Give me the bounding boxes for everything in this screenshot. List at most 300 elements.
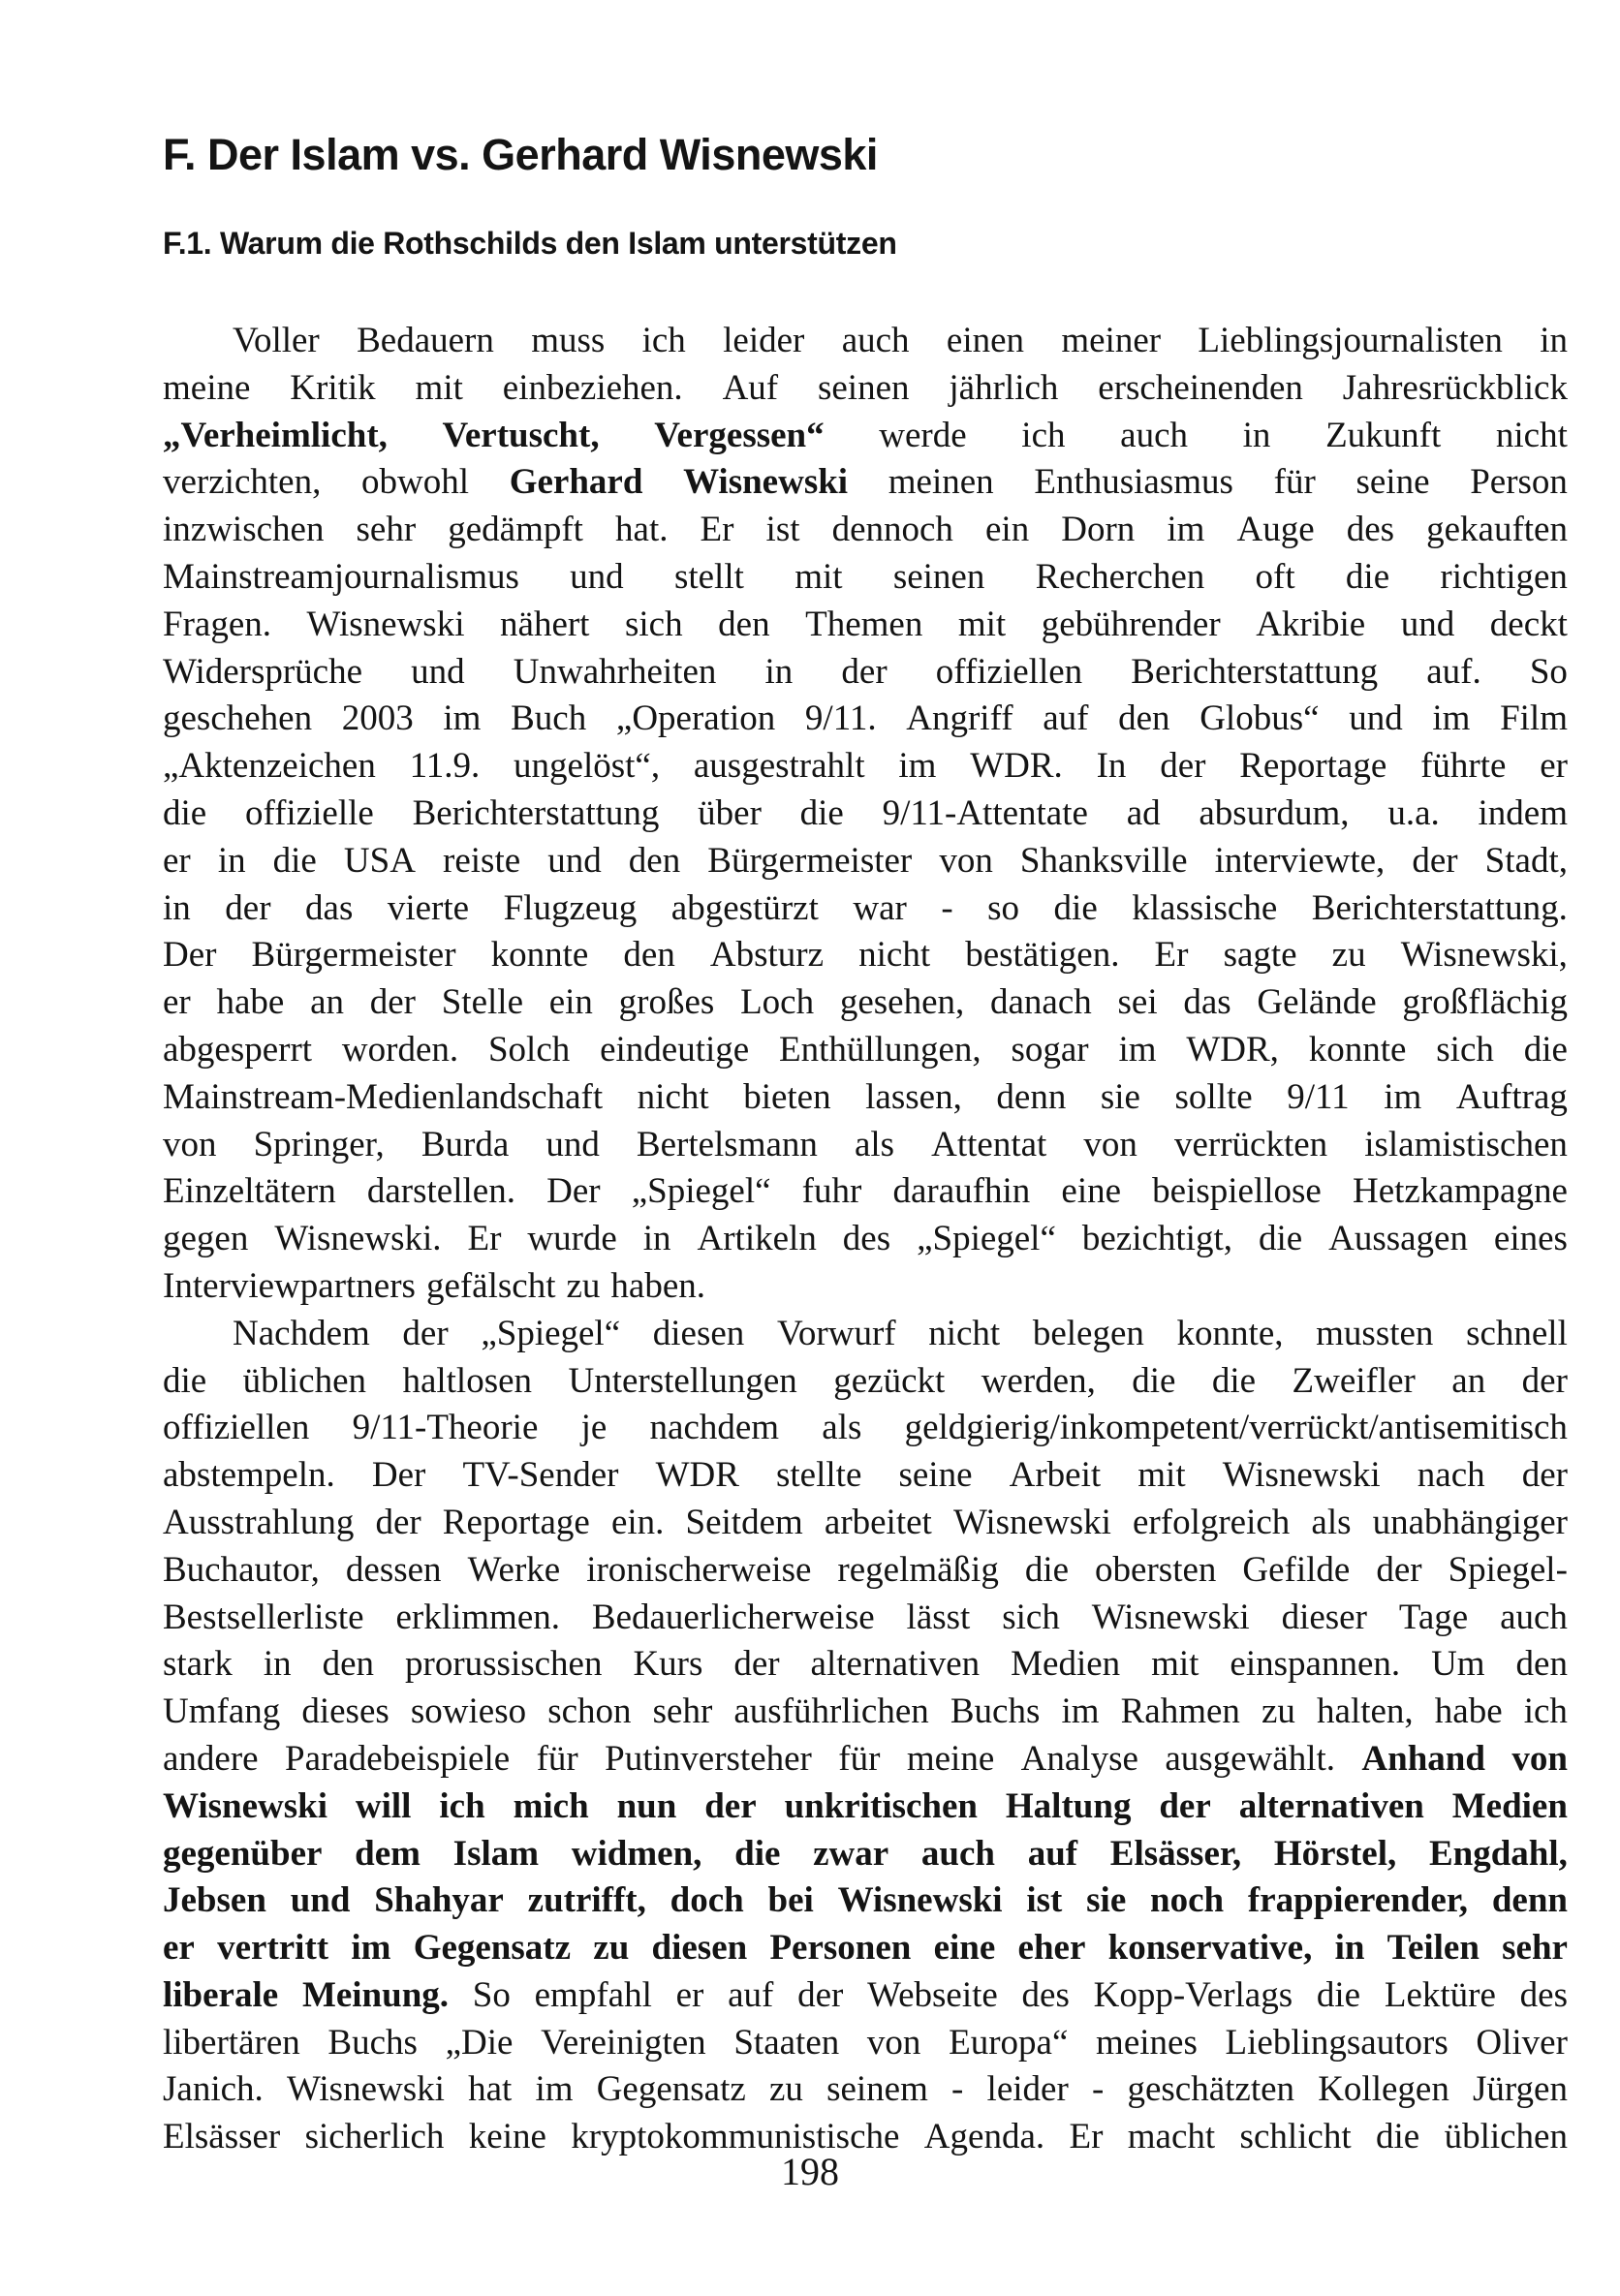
word: Oliver (1476, 2022, 1568, 2063)
word: seinem (826, 2069, 928, 2110)
word: Berichterstattung (1131, 651, 1379, 692)
bold-word: vertritt (217, 1928, 329, 1969)
word: mit (794, 556, 843, 597)
word: auch (1120, 415, 1188, 455)
word: geldgierig/inkompetent/verrückt/antisemitisch (904, 1408, 1568, 1448)
word: der (1412, 840, 1458, 881)
word: Absturz (709, 935, 825, 976)
word: Auftrag (1455, 1076, 1568, 1117)
word: so (987, 887, 1020, 928)
word: den (322, 1644, 375, 1685)
text-line (163, 413, 1568, 460)
bold-word: Vergessen“ (654, 415, 825, 455)
word: „Spiegel“ (917, 1219, 1056, 1259)
word: im (1384, 1076, 1422, 1117)
word: leider (986, 2069, 1069, 2110)
word: der (375, 1502, 421, 1542)
bold-word: zwar (813, 1833, 889, 1874)
bold-word: Hörstel, (1273, 1833, 1397, 1874)
word: an (310, 982, 345, 1023)
bold-word: Personen (769, 1928, 912, 1969)
word: Agenda. (923, 2117, 1045, 2157)
word: bestätigen. (965, 935, 1120, 976)
word: Akribie (1256, 604, 1366, 644)
bold-word: zu (593, 1928, 630, 1969)
word: WDR (655, 1455, 739, 1496)
word: den (1515, 1644, 1568, 1685)
word: Flugzeug (503, 887, 638, 928)
word: USA (343, 840, 416, 881)
word: wurde (527, 1219, 617, 1259)
word: meine (163, 367, 251, 408)
word: ein (548, 982, 593, 1023)
word: großes (618, 982, 715, 1023)
word: und (570, 556, 624, 597)
word: danach (989, 982, 1092, 1023)
word: Bürgermeister (251, 935, 456, 976)
word: haben. (610, 1265, 706, 1306)
bold-word: Wisnewski (163, 1785, 327, 1826)
word: leider (723, 321, 805, 360)
word: Berichterstattung. (1311, 887, 1568, 928)
word: mussten (1316, 1313, 1434, 1353)
word: „Spiegel“ (481, 1313, 621, 1353)
word: Reportage (1239, 746, 1387, 787)
word: Bedauern (357, 321, 494, 360)
word: dennoch (831, 510, 953, 550)
word: Kritik (290, 367, 376, 408)
word: für (1273, 462, 1316, 503)
word: Auf (722, 367, 779, 408)
word: deckt (1489, 604, 1568, 644)
bold-word: zutrifft, (527, 1880, 646, 1921)
word: Stelle (441, 982, 523, 1023)
word: dessen (345, 1549, 442, 1590)
word: sehr (652, 1691, 713, 1732)
word: Kollegen (1318, 2069, 1449, 2110)
word: Wisnewski (952, 1502, 1111, 1542)
word: Um (1431, 1644, 1485, 1685)
word: Buchs (950, 1691, 1041, 1732)
word: sich (1436, 1029, 1494, 1070)
word: zu (768, 2069, 803, 2110)
word: „Aktenzeichen (163, 746, 376, 787)
word: des (842, 1219, 891, 1259)
word: Fragen. (163, 604, 271, 644)
text-line (163, 1027, 1568, 1074)
word: Person (1470, 462, 1568, 503)
text-line (163, 365, 1568, 413)
word: von (1083, 1124, 1137, 1164)
word: seinen (817, 367, 910, 408)
word: Staaten (733, 2022, 840, 2063)
word: üblichen (1444, 2117, 1568, 2157)
text-line (163, 1216, 1568, 1263)
word: obersten (1095, 1549, 1217, 1590)
word: im (1167, 510, 1205, 550)
word: Lieblingsautors (1225, 2022, 1449, 2063)
word: den (1118, 698, 1170, 739)
word: Buchs (327, 2022, 418, 2063)
word: gefälscht (425, 1265, 556, 1306)
word: auf (1043, 698, 1089, 739)
word: mit (415, 367, 463, 408)
word: Gelände (1257, 982, 1377, 1023)
word: für (838, 1738, 881, 1779)
word: beispiellose (1152, 1171, 1322, 1212)
word: werden, (981, 1360, 1096, 1401)
bold-word: denn (1491, 1880, 1568, 1921)
word: Wisnewski (1091, 1597, 1250, 1637)
text-line (163, 2066, 1568, 2114)
bold-word: will (355, 1785, 412, 1826)
word: auf. (1426, 651, 1481, 692)
word: gebührender (1041, 604, 1221, 644)
bold-word: eine (933, 1928, 996, 1969)
word: Loch (740, 982, 815, 1023)
word: abgesperrt (163, 1029, 313, 1070)
word: u.a. (1387, 792, 1440, 833)
word: Er (1069, 2117, 1104, 2157)
word: des (1519, 1974, 1568, 2015)
text-line (163, 696, 1568, 743)
word: reiste (443, 840, 521, 881)
word: der (733, 1644, 780, 1685)
word: Webseite (867, 1974, 998, 2015)
word: obwohl (361, 462, 470, 503)
word: im (1118, 1029, 1157, 1070)
word: ich (641, 321, 686, 360)
word: Elsässer (163, 2117, 281, 2157)
word: macht (1127, 2117, 1216, 2157)
bold-word: ist (1026, 1880, 1063, 1921)
word: Einzeltätern (163, 1171, 336, 1212)
word: in (764, 651, 794, 692)
word: „Spiegel“ (631, 1171, 771, 1212)
text-line (163, 602, 1568, 649)
word: ausgewählt. (1165, 1738, 1336, 1779)
word: richtigen (1440, 556, 1568, 597)
word: denn (996, 1076, 1067, 1117)
text-line (163, 1074, 1568, 1122)
word: Enthüllungen, (779, 1029, 981, 1070)
word: - (951, 2069, 964, 2110)
word: Ausstrahlung (163, 1502, 355, 1542)
word: zu (1331, 935, 1366, 976)
word: dieser (1281, 1597, 1367, 1637)
word: arbeitet (824, 1502, 932, 1542)
bold-word: Teilen (1386, 1928, 1480, 1969)
bold-word: eher (1017, 1928, 1086, 1969)
word: die (1316, 1974, 1361, 2015)
bold-word: nun (616, 1785, 677, 1826)
word: Werke (467, 1549, 561, 1590)
word: der (369, 982, 416, 1023)
word: meiner (1061, 321, 1162, 360)
word: worden. (341, 1029, 459, 1070)
word: Jahresrückblick (1342, 367, 1568, 408)
word: WDR. (970, 746, 1063, 787)
text-line (163, 743, 1568, 791)
word: jährlich (949, 367, 1059, 408)
bold-word: noch (1150, 1880, 1225, 1921)
word: Lieblingsjournalisten (1198, 321, 1503, 360)
word: Widersprüche (163, 651, 363, 692)
bold-word: konservative, (1107, 1928, 1313, 1969)
word: werde (879, 415, 967, 455)
word: auf (728, 1974, 774, 2015)
bold-word: Islam (452, 1833, 540, 1874)
word: prorussischen (405, 1644, 603, 1685)
word: diesen (652, 1313, 745, 1353)
word: nicht (637, 1076, 709, 1117)
word: meines (1096, 2022, 1198, 2063)
word: das (1183, 982, 1231, 1023)
word: inzwischen (163, 510, 325, 550)
text-line (163, 649, 1568, 697)
word: Solch (487, 1029, 571, 1070)
word: ausführlichen (733, 1691, 929, 1732)
bold-word: Anhand (1361, 1738, 1485, 1779)
word: Wisnewski, (1400, 935, 1568, 976)
word: die (1376, 2117, 1420, 2157)
word: Springer, (253, 1124, 385, 1164)
bold-word: er (163, 1928, 195, 1969)
word: der (225, 887, 271, 928)
word: gesehen, (839, 982, 965, 1023)
word: Europa“ (949, 2022, 1069, 2063)
word: Zweifler (1292, 1360, 1416, 1401)
word: je (580, 1408, 608, 1448)
word: ausgestrahlt (693, 746, 865, 787)
text-line (163, 507, 1568, 554)
bold-word: von (1511, 1738, 1568, 1779)
bold-word: die (734, 1833, 781, 1874)
text-line (163, 1168, 1568, 1216)
word: Bedauerlicherweise (591, 1597, 875, 1637)
bold-word: gegenüber (163, 1833, 323, 1874)
word: und (411, 651, 465, 692)
word: daraufhin (892, 1171, 1031, 1212)
word: offizielle (244, 792, 374, 833)
word: Enthusiasmus (1034, 462, 1233, 503)
word: der (797, 1974, 844, 2015)
word: erscheinenden (1098, 367, 1303, 408)
word: zu (566, 1265, 601, 1306)
bold-word: bei (767, 1880, 814, 1921)
word: seine (1355, 462, 1430, 503)
word: die (1211, 1360, 1257, 1401)
word: nicht (858, 935, 931, 976)
word: er (1540, 746, 1568, 787)
word: der (1376, 1549, 1422, 1590)
word: schnell (1466, 1313, 1568, 1353)
section-title: F.1. Warum die Rothschilds den Islam unterstützen (163, 226, 897, 261)
bold-word: Gegensatz (413, 1928, 572, 1969)
word: gegen (163, 1219, 249, 1259)
word: Seitdem (685, 1502, 803, 1542)
word: sie (1100, 1076, 1140, 1117)
bold-word: liberale (163, 1974, 279, 2015)
word: interviewte, (1214, 840, 1386, 881)
word: Kurs (633, 1644, 703, 1685)
word: Er (700, 510, 734, 550)
word: eindeutige (600, 1029, 750, 1070)
bold-word: Wisnewski (837, 1880, 1003, 1921)
word: Bertelsmann (636, 1124, 818, 1164)
bold-word: der (1159, 1785, 1211, 1826)
bold-word: mich (513, 1785, 589, 1826)
word: sowieso (410, 1691, 527, 1732)
bold-word: unkritischen (784, 1785, 978, 1826)
word: sei (1117, 982, 1158, 1023)
word: im (535, 2069, 574, 2110)
bold-word: Gerhard (509, 462, 643, 503)
body-text (163, 318, 1568, 2161)
word: Analyse (1020, 1738, 1138, 1779)
word: die (272, 840, 317, 881)
word: Themen (805, 604, 923, 644)
word: Medien (1011, 1644, 1121, 1685)
word: einen (946, 321, 1025, 360)
text-line (163, 1311, 1568, 1358)
word: er (163, 982, 191, 1023)
word: im (443, 698, 482, 739)
word: stark (163, 1644, 233, 1685)
word: offiziellen (935, 651, 1083, 692)
word: Wisnewski. (274, 1219, 442, 1259)
word: offiziellen (163, 1408, 310, 1448)
word: abstempeln. (163, 1455, 335, 1496)
word: Wisnewski (306, 604, 465, 644)
word: den (628, 840, 681, 881)
word: eine (1061, 1171, 1122, 1212)
word: Artikeln (697, 1219, 817, 1259)
word: der (841, 651, 888, 692)
word: Bestsellerliste (163, 1597, 364, 1637)
text-line (163, 318, 1568, 365)
word: - (941, 887, 953, 928)
word: schon (547, 1691, 632, 1732)
word: und (1349, 698, 1403, 739)
word: den (623, 935, 675, 976)
bold-word: im (351, 1928, 391, 1969)
word: Aussagen (1328, 1219, 1468, 1259)
bold-word: doch (670, 1880, 744, 1921)
word: meine (906, 1738, 995, 1779)
word: Arbeit (1009, 1455, 1102, 1496)
word: an (1451, 1360, 1486, 1401)
word: 11.9. (409, 746, 481, 787)
word: islamistischen (1364, 1124, 1568, 1164)
bold-word: frappierender, (1247, 1880, 1469, 1921)
word: als (1311, 1502, 1352, 1542)
word: der (1521, 1455, 1568, 1496)
text-line (163, 1595, 1568, 1642)
word: der (402, 1313, 449, 1353)
word: konnte (1308, 1029, 1407, 1070)
word: sogar (1011, 1029, 1089, 1070)
bold-word: Medien (1451, 1785, 1568, 1826)
word: die (1053, 887, 1098, 928)
word: sicherlich (304, 2117, 445, 2157)
word: ad (1126, 792, 1161, 833)
word: So (472, 1974, 511, 2015)
word: als (822, 1408, 862, 1448)
text-line (163, 2020, 1568, 2067)
word: seine (898, 1455, 973, 1496)
bold-word: Elsässer, (1109, 1833, 1242, 1874)
word: Film (1500, 698, 1568, 739)
word: Burda (421, 1124, 510, 1164)
bold-word: Haltung (1005, 1785, 1132, 1826)
word: libertären (163, 2022, 300, 2063)
word: Angriff (906, 698, 1013, 739)
word: mit (1151, 1644, 1199, 1685)
word: sehr (356, 510, 417, 550)
text-line (163, 459, 1568, 507)
word: Wisnewski (1222, 1455, 1381, 1496)
word: hat (468, 2069, 513, 2110)
word: sich (625, 604, 683, 644)
word: Dorn (1061, 510, 1136, 550)
text-line (163, 1784, 1568, 1831)
word: die (163, 792, 207, 833)
word: die (1024, 1549, 1070, 1590)
word: erklimmen. (395, 1597, 561, 1637)
word: „Operation (615, 698, 776, 739)
word: den (718, 604, 770, 644)
word: von (163, 1124, 217, 1164)
word: empfahl (534, 1974, 652, 2015)
word: Jürgen (1473, 2069, 1568, 2110)
word: Der (371, 1455, 426, 1496)
word: seinen (892, 556, 985, 597)
word: konnte, (1176, 1313, 1284, 1353)
word: des (1021, 1974, 1070, 2015)
word: sollte (1174, 1076, 1253, 1117)
word: und (545, 1124, 600, 1164)
word: habe (216, 982, 285, 1023)
word: die (1523, 1029, 1568, 1070)
text-line (163, 1358, 1568, 1406)
word: oft (1255, 556, 1295, 597)
word: belegen (1032, 1313, 1144, 1353)
word: und (1400, 604, 1455, 644)
word: über (698, 792, 762, 833)
word: das (305, 887, 354, 928)
word: stellt (673, 556, 744, 597)
word: ein (985, 510, 1030, 550)
word: meinen (888, 462, 994, 503)
word: vierte (387, 887, 470, 928)
word: ich (1523, 1691, 1568, 1732)
word: Buchautor, (163, 1549, 320, 1590)
word: Umfang (163, 1691, 281, 1732)
word: geschätzten (1127, 2069, 1295, 2110)
word: verrückten (1173, 1124, 1328, 1164)
word: des (1346, 510, 1395, 550)
word: schlicht (1239, 2117, 1352, 2157)
word: im (898, 746, 937, 787)
word: in (217, 840, 246, 881)
word: kryptokommunistische (571, 2117, 900, 2157)
text-line (163, 932, 1568, 979)
word: Mainstreamjournalismus (163, 556, 519, 597)
text-line (163, 1925, 1568, 1972)
word: erfolgreich (1133, 1502, 1291, 1542)
word: hat. (615, 510, 669, 550)
